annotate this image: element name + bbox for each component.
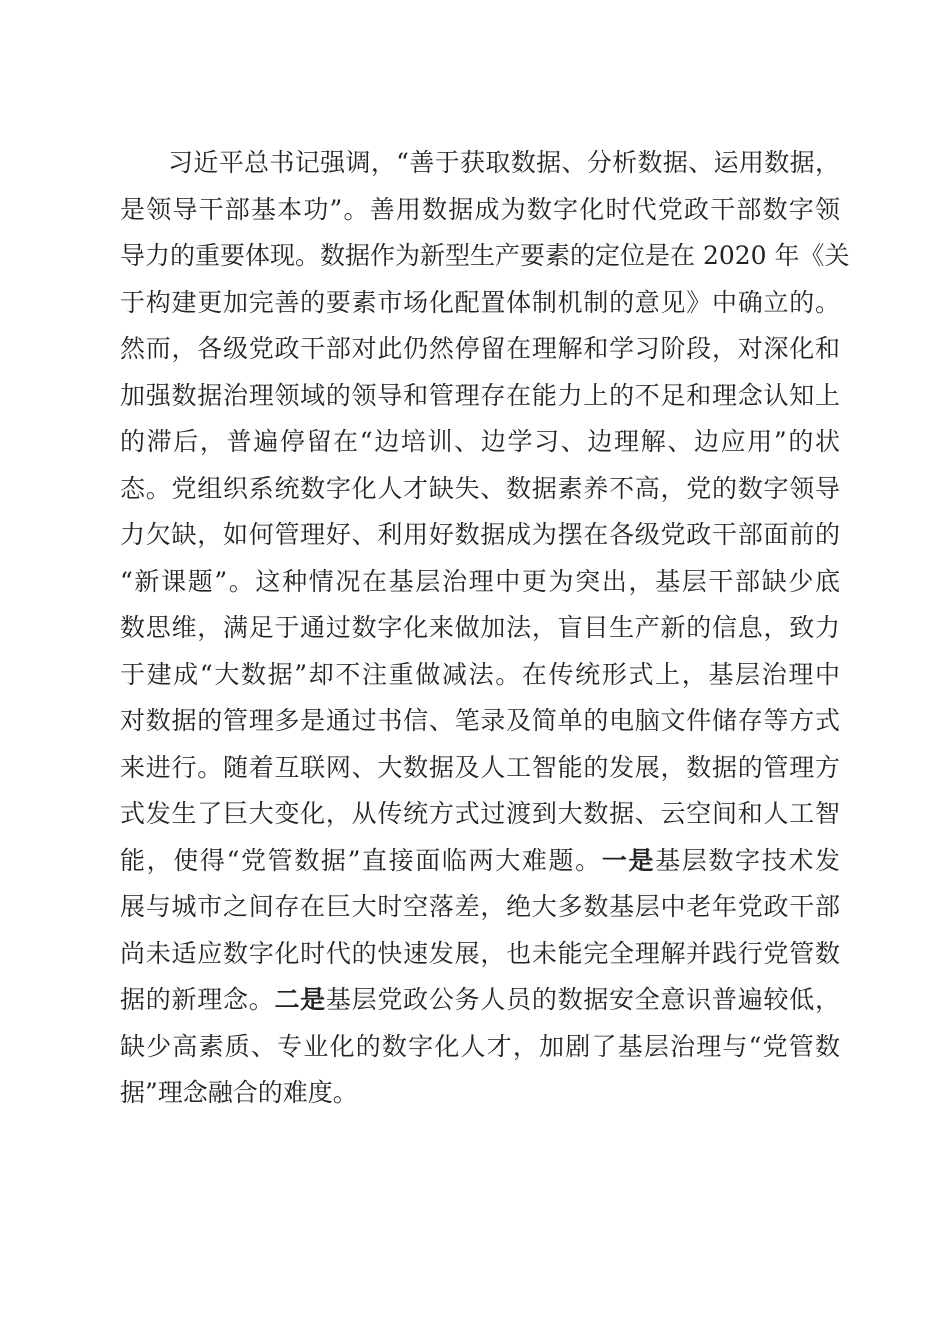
paragraph-line: [120, 791, 840, 838]
line-text: 来进行。随着互联网、大数据及人工智能的发展，数据的管理方: [120, 752, 840, 782]
line-text: 于建成“大数据”却不注重做减法。在传统形式上，基层治理中: [120, 659, 840, 689]
line-text: 导力的重要体现。数据作为新型生产要素的定位是在 2020 年《关: [120, 241, 850, 270]
paragraph-line: [120, 187, 840, 234]
line-text: 然而，各级党政干部对此仍然停留在理解和学习阶段，对深化和: [120, 334, 840, 363]
paragraph-line: [120, 605, 840, 652]
line-text: 于构建更加完善的要素市场化配置体制机制的意见》中确立的。: [120, 287, 840, 317]
paragraph-line: [120, 745, 840, 792]
body-paragraph: [120, 140, 850, 1117]
paragraph-line: [120, 140, 840, 187]
paragraph-line: [120, 1024, 840, 1071]
paragraph-line: [120, 977, 840, 1024]
paragraph-line: [120, 884, 840, 931]
line-text: 对数据的管理多是通过书信、笔录及简单的电脑文件储存等方式: [120, 706, 840, 735]
paragraph-line: [120, 512, 840, 559]
line-text: 能，使得“党管数据”直接面临两大难题。: [120, 845, 602, 875]
line-text: 的滞后，普遍停留在“边培训、边学习、边理解、边应用”的状: [120, 427, 840, 456]
line-text: 展与城市之间存在巨大时空落差，绝大多数基层中老年党政干部: [120, 892, 840, 921]
line-text: 习近平总书记强调，“善于获取数据、分析数据、运用数据，: [168, 148, 840, 177]
line-text: 式发生了巨大变化，从传统方式过渡到大数据、云空间和人工智: [120, 799, 840, 828]
paragraph-line: [120, 838, 840, 885]
paragraph-line: [120, 280, 840, 327]
paragraph-line: [120, 326, 840, 373]
line-text: 据”理念融合的难度。: [120, 1078, 358, 1107]
line-text: 加强数据治理领域的领导和管理存在能力上的不足和理念认知上: [120, 380, 840, 410]
paragraph-line: [120, 1070, 840, 1117]
line-text: 缺少高素质、专业化的数字化人才，加剧了基层治理与“党管数: [120, 1031, 840, 1061]
emphasis-text: 二是: [274, 985, 326, 1014]
line-text: 基层数字技术发: [655, 845, 840, 875]
paragraph-line: [120, 652, 840, 699]
line-text: “新课题”。这种情况在基层治理中更为突出，基层干部缺少底: [120, 566, 840, 596]
line-text: 是领导干部基本功”。善用数据成为数字化时代党政干部数字领: [120, 194, 840, 224]
line-text: 据的新理念。: [120, 985, 275, 1014]
line-text: 尚未适应数字化时代的快速发展，也未能完全理解并践行党管数: [120, 938, 840, 968]
line-text: 数思维，满足于通过数字化来做加法，盲目生产新的信息，致力: [120, 613, 840, 642]
paragraph-line: [120, 931, 840, 978]
paragraph-line: [120, 373, 840, 420]
line-text: 力欠缺，如何管理好、利用好数据成为摆在各级党政干部面前的: [120, 520, 840, 549]
paragraph-line: [120, 466, 840, 513]
paragraph-line: [120, 233, 850, 280]
emphasis-text: 一是: [601, 845, 656, 875]
paragraph-line: [120, 419, 840, 466]
line-text: 态。党组织系统数字化人才缺失、数据素养不高，党的数字领导: [120, 473, 840, 503]
line-text: 基层党政公务人员的数据安全意识普遍较低，: [325, 985, 840, 1014]
paragraph-line: [120, 559, 840, 606]
paragraph-line: [120, 698, 840, 745]
